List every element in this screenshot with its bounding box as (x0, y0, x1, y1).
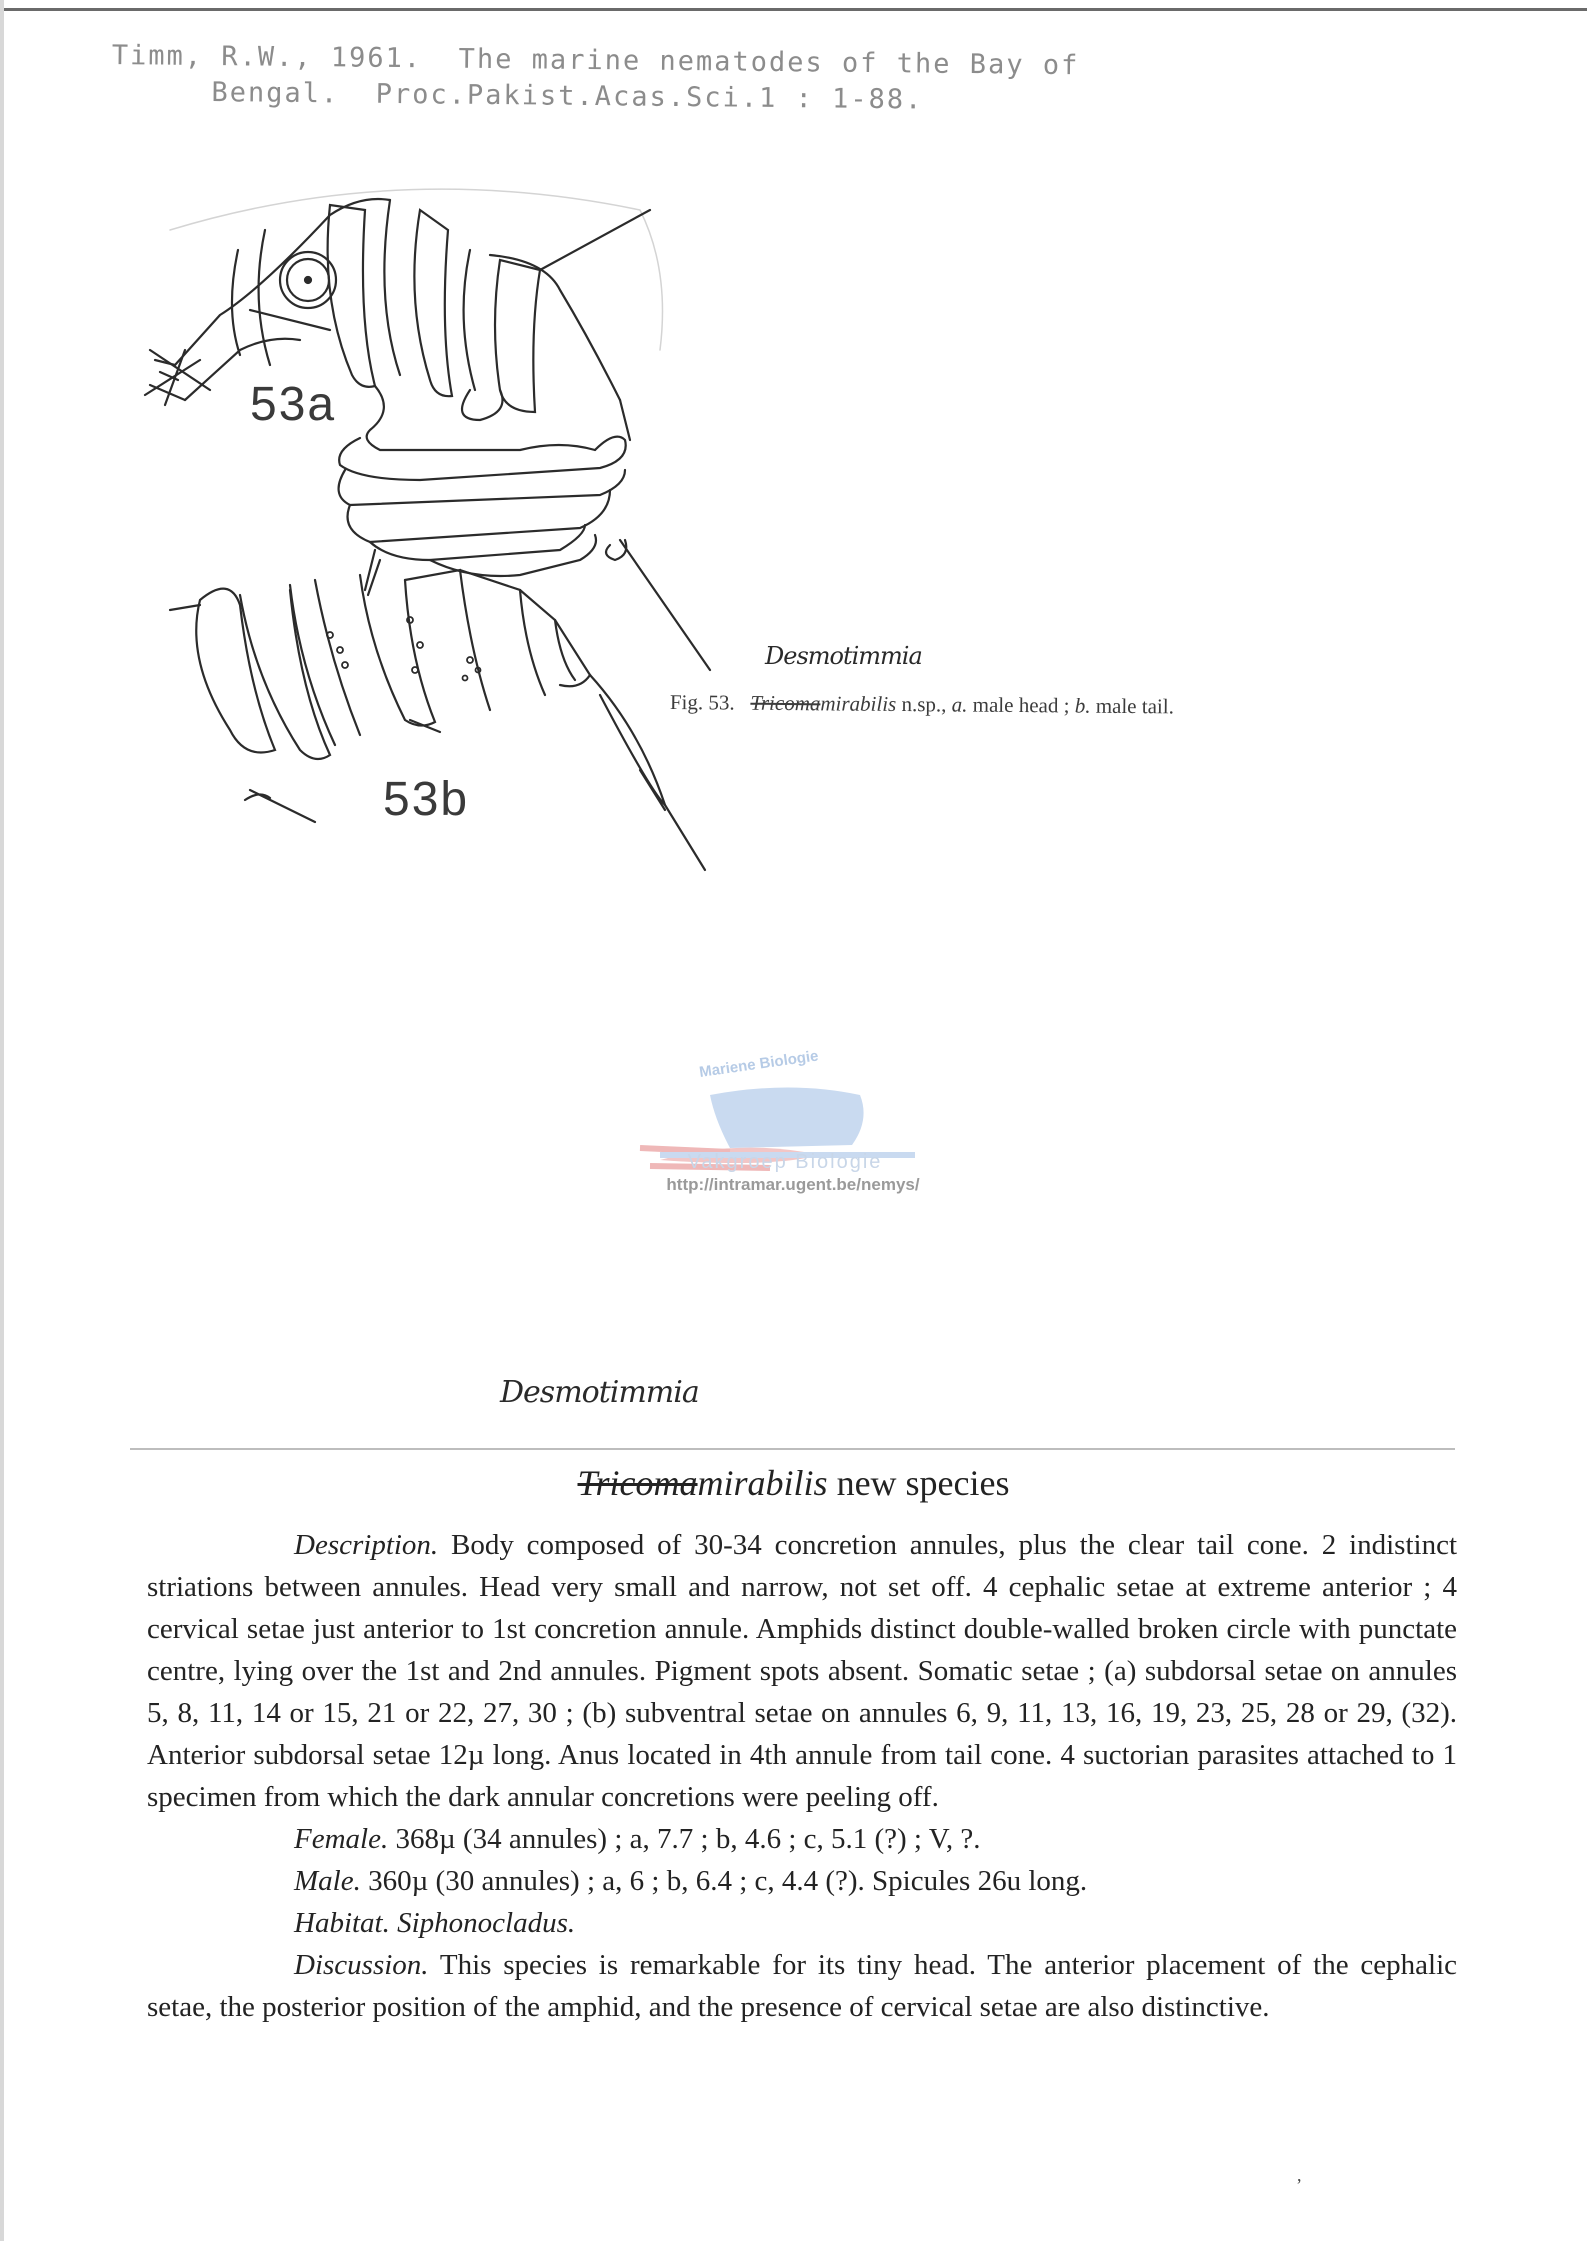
watermark-top-text: Mariene Biologie (698, 1047, 820, 1081)
habitat-label: Habitat. (294, 1907, 390, 1939)
stray-mark: , (1297, 2165, 1302, 2185)
caption-b-text: male tail. (1090, 693, 1174, 719)
section-divider (130, 1448, 1455, 1450)
caption-a: a. (951, 692, 968, 717)
caption-fig-number: Fig. 53. (669, 690, 735, 715)
female-paragraph (147, 1818, 1457, 1860)
nematode-figure-drawing (0, 150, 1587, 900)
figure-53a-head (145, 199, 710, 670)
discussion-label: Discussion. (294, 1949, 429, 1981)
caption-struck-genus: Tricoma (750, 690, 821, 716)
handwritten-genus-annotation: Desmotimmia (500, 1375, 699, 1410)
species-description-body (147, 1524, 1457, 2028)
discussion-text: This species is remarkable for its tiny head. The anterior placement of the cephalic setae, the posterior position of the amphid, and the presence of cervical setae are also distinctive. (147, 1949, 1457, 2023)
caption-nsp: n.sp., (896, 691, 952, 717)
description-text: Body composed of 30-34 concretion annules, plus the clear tail cone. 2 indistinct striations between annules. Head very small and narrow, not set off. 4 cephalic setae at extreme anterior ; 4 cervical setae just anterior to 1st concretion annule. Amphids distinct double-walled broken circle with punctate centre, lying over the 1st and 2nd annules. Pigment spots absent. Somatic setae ; (a) subdorsal setae on annules 5, 8, 11, 14 or 15, 21 or 22, 27, 30 ; (b) subventral setae on annules 6, 9, 11, 13, 16, 19, 23, 25, 28 or 29, (32). Anterior subdorsal setae 12µ long. Anus located in 4th annule from tail cone. 4 suctorian parasites attached to 1 specimen from which the dark annular concretions were peeling off. (147, 1529, 1457, 1813)
handwritten-genus-annotation-figure: Desmotimmia (765, 642, 922, 670)
figure-label-53b: 53b (383, 773, 470, 826)
caption-species: mirabilis (820, 691, 897, 716)
male-text: 360µ (30 annules) ; a, 6 ; b, 6.4 ; c, 4.4 (?). Spicules 26u long. (368, 1865, 1088, 1897)
male-paragraph (147, 1860, 1457, 1902)
top-scan-rule (0, 8, 1587, 11)
male-label: Male. (294, 1865, 361, 1897)
habitat-paragraph (147, 1902, 1457, 1944)
heading-species: mirabilis (697, 1463, 828, 1503)
discussion-paragraph (147, 1944, 1457, 2028)
heading-struck-genus: Tricoma (577, 1463, 698, 1503)
watermark-bottom-text: Vakgroep Biologie (687, 1151, 883, 1173)
female-text: 368µ (34 annules) ; a, 7.7 ; b, 4.6 ; c, 5.1 (?) ; V, ?. (395, 1823, 981, 1855)
heading-suffix: new species (836, 1463, 1010, 1503)
figure-label-53a: 53a (250, 378, 337, 431)
caption-b: b. (1074, 693, 1091, 718)
species-heading (0, 1462, 1587, 1504)
citation-line-2: Bengal. Proc.Pakist.Acas.Sci.1 : 1-88. (211, 77, 924, 116)
citation-line-1: Timm, R.W., 1961. The marine nematodes of the Bay of (111, 39, 1080, 82)
habitat-text: Siphonocladus. (397, 1907, 576, 1939)
caption-a-text: male head ; (967, 692, 1075, 718)
female-label: Female. (294, 1823, 389, 1855)
figure-caption (670, 690, 1174, 719)
watermark-url: http://intramar.ugent.be/nemys/ (666, 1175, 920, 1194)
description-paragraph (147, 1524, 1457, 1818)
typewritten-citation (111, 38, 1079, 120)
description-label: Description. (294, 1529, 439, 1561)
